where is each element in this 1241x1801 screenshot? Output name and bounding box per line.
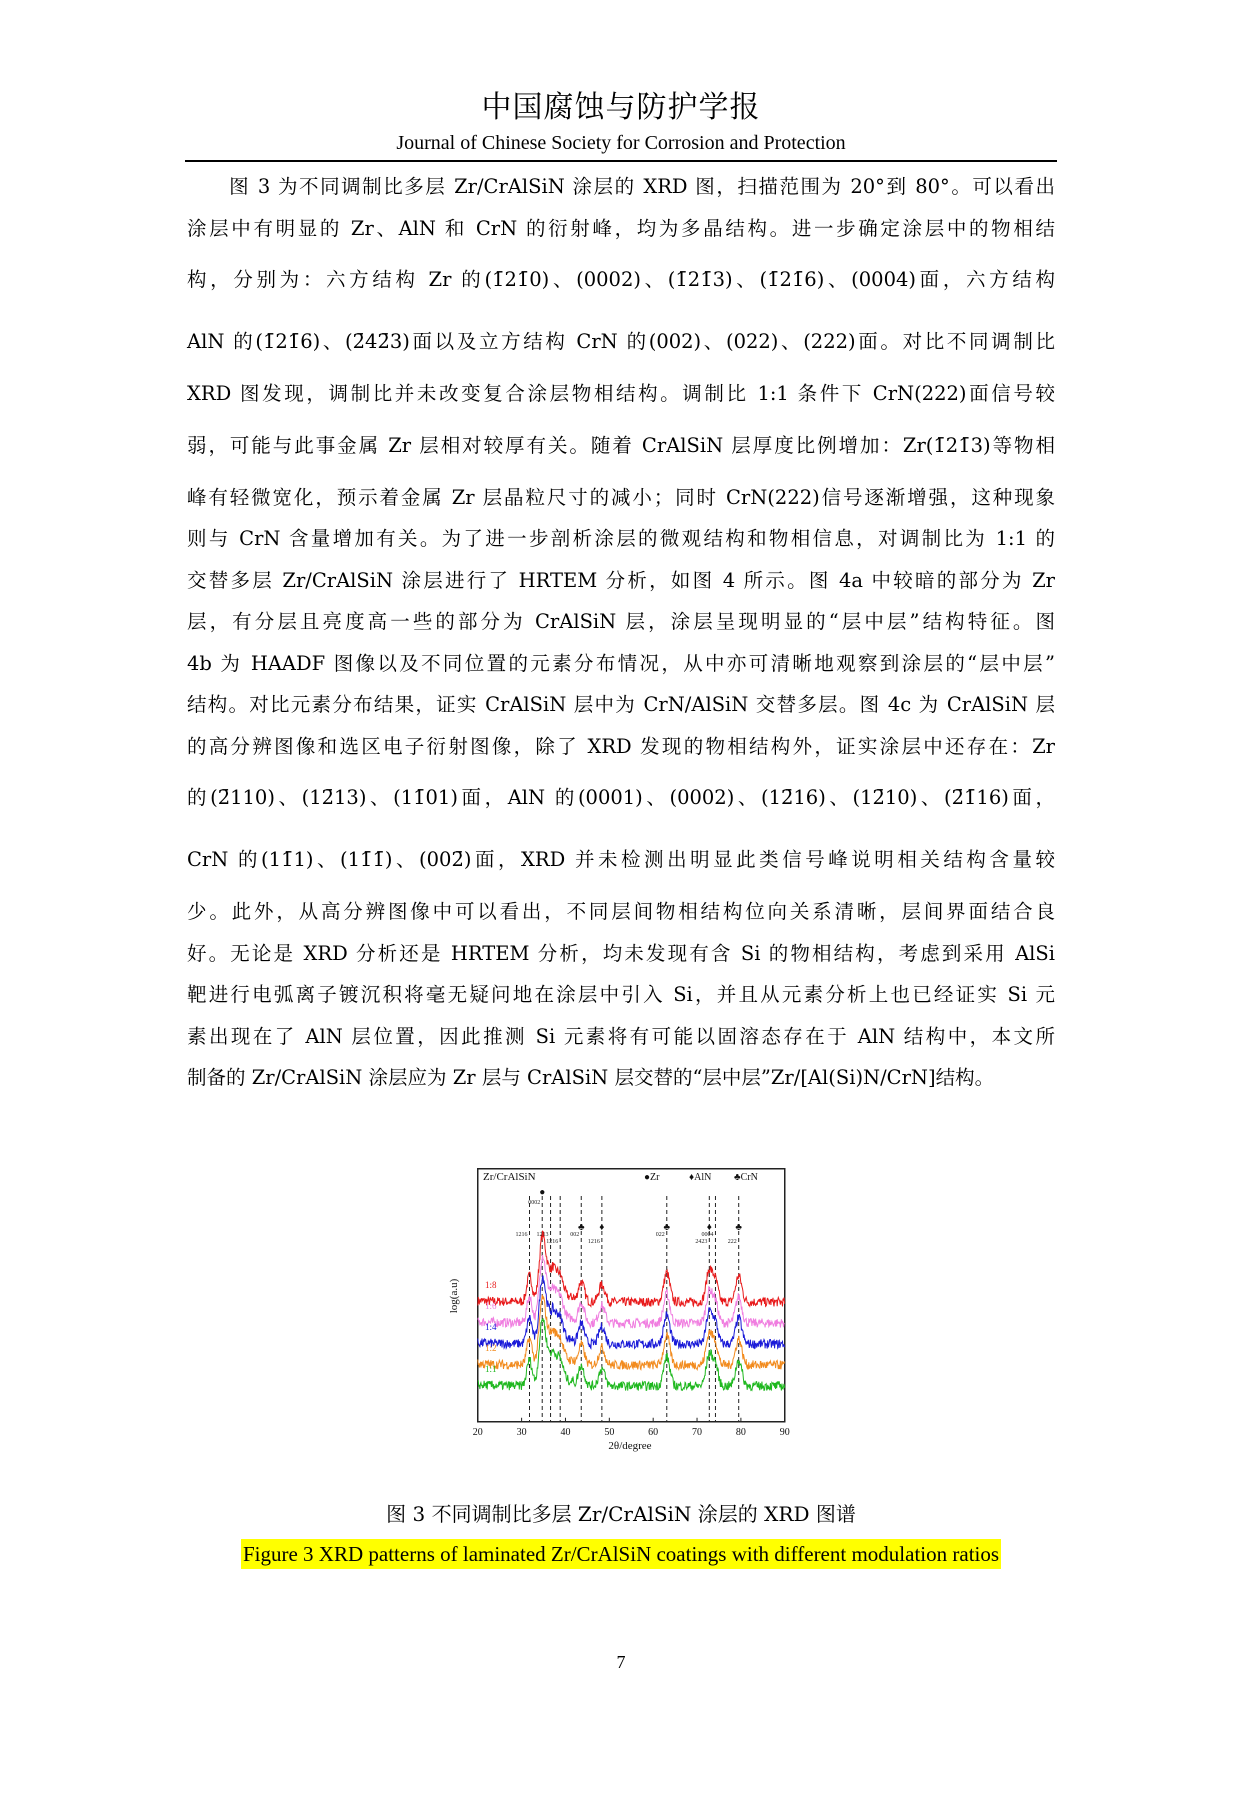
figure-caption-en-wrap <box>185 1542 1057 1567</box>
body-line: 弱，可能与此事金属 Zr 层相对较厚有关。随着 CrAlSiN 层厚度比例增加：Zr(1̄21̄3)等物相 <box>187 433 1055 457</box>
figure-caption-en: Figure 3 XRD patterns of laminated Zr/CrAlSiN coatings with different modulation ratios <box>241 1539 1001 1569</box>
peak-label: 0004 <box>701 1232 714 1238</box>
body-line: 结构。对比元素分布结果，证实 CrAlSiN 层中为 CrN/AlSiN 交替多层。图 4c 为 CrAlSiN 层 <box>187 693 1055 716</box>
peak-label: 022 <box>655 1232 665 1238</box>
body-line: 则与 CrN 含量增加有关。为了进一步剖析涂层的微观结构和物相信息，对调制比为 1:1 的 <box>187 527 1055 550</box>
body-line: 层，有分层且亮度高一些的部分为 CrAlSiN 层，涂层呈现明显的“层中层”结构特征。图 <box>187 610 1055 633</box>
body-line: 素出现在了 AlN 层位置，因此推测 Si 元素将有可能以固溶态存在于 AlN 结构中，本文所 <box>187 1024 1055 1048</box>
x-tick-label: 90 <box>779 1426 790 1438</box>
peak-label: 1216 <box>587 1239 600 1245</box>
body-line: AlN 的(1̄21̄6)、(2̄42̄3)面以及立方结构 CrN 的(002)、(022)、(222)面。对比不同调制比 <box>187 330 1055 353</box>
series-label: 1:8 <box>485 1280 497 1290</box>
chart-title: Zr/CrAlSiN <box>483 1171 536 1183</box>
body-line: 图 3 为不同调制比多层 Zr/CrAlSiN 涂层的 XRD 图，扫描范围为 20°到 80°。可以看出 <box>187 175 1055 198</box>
body-line: XRD 图发现，调制比并未改变复合涂层物相结构。调制比 1:1 条件下 CrN(222)面信号较 <box>187 382 1055 405</box>
body-line: 峰有轻微宽化，预示着金属 Zr 层晶粒尺寸的减小；同时 CrN(222)信号逐渐增强，这种现象 <box>187 485 1055 509</box>
peak-label: 1216 <box>515 1232 528 1238</box>
journal-title-cn: 中国腐蚀与防护学报 <box>481 90 761 125</box>
body-line: 的(2̄110)、(12̄13)、(11̄01)面，AlN 的(0001)、(0002)、(12̄16)、(12̄10)、(2̄1̄16)面， <box>187 786 1055 809</box>
legend-entry: ♣CrN <box>734 1172 758 1183</box>
body-line: 靶进行电弧离子镀沉积将毫无疑问地在涂层中引入 Si，并且从元素分析上也已经证实 Si 元 <box>187 983 1055 1006</box>
peak-marker: ♣ <box>577 1222 585 1233</box>
peak-marker: ● <box>539 1187 546 1198</box>
body-line: 制备的 Zr/CrAlSiN 涂层应为 Zr 层与 CrAlSiN 层交替的“层中层”Zr/[Al(Si)N/CrN]结构。 <box>187 1066 995 1089</box>
x-tick-label: 50 <box>604 1426 615 1438</box>
body-line: 的高分辨图像和选区电子衍射图像，除了 XRD 发现的物相结构外，证实涂层中还存在：Zr <box>187 734 1055 758</box>
peak-marker: ♣ <box>735 1222 742 1233</box>
peak-label: 0002 <box>528 1200 541 1206</box>
series-label: 1:6 <box>485 1301 497 1311</box>
journal-title-en: Journal of Chinese Society for Corrosion and Protection <box>396 132 846 154</box>
series-label: 1:1 <box>485 1364 497 1374</box>
xrd-figure <box>448 1168 799 1452</box>
xrd-chart <box>448 1168 799 1452</box>
page-number: 7 <box>616 1652 626 1672</box>
body-line: CrN 的(11̄1)、(11̄1̄)、(002̄)面，XRD 并未检测出明显此类信号峰说明相关结构含量较 <box>187 848 1055 871</box>
x-tick-label: 60 <box>648 1426 659 1438</box>
figure-caption-cn: 图 3 不同调制比多层 Zr/CrAlSiN 涂层的 XRD 图谱 <box>386 1502 856 1526</box>
x-axis-label: 2θ/degree <box>608 1439 652 1452</box>
peak-marker: ♦ <box>706 1222 712 1233</box>
body-line: 好。无论是 XRD 分析还是 HRTEM 分析，均未发现有含 Si 的物相结构，考虑到采用 AlSi <box>187 941 1055 965</box>
peak-marker: ♣ <box>663 1222 671 1233</box>
body-line: 涂层中有明显的 Zr、AlN 和 CrN 的衍射峰，均为多晶结构。进一步确定涂层中的物相结 <box>187 216 1055 240</box>
series-label: 1:4 <box>485 1322 497 1332</box>
peak-marker: ♦ <box>599 1222 605 1233</box>
header-rule <box>185 160 1057 162</box>
y-axis-label: log(a.u) <box>448 1278 460 1314</box>
legend-entry: ●Zr <box>644 1172 660 1183</box>
peak-label: 2423 <box>695 1239 708 1245</box>
x-tick-label: 40 <box>560 1426 571 1438</box>
body-paragraph <box>187 166 1055 1099</box>
legend-entry: ♦AlN <box>689 1172 712 1183</box>
body-line: 构，分别为：六方结构 Zr 的(1̄21̄0)、(0002)、(1̄21̄3)、(1̄21̄6)、(0004)面，六方结构 <box>187 268 1055 291</box>
x-tick-label: 20 <box>472 1426 483 1438</box>
body-line: 4b 为 HAADF 图像以及不同位置的元素分布情况，从中亦可清晰地观察到涂层的“层中层” <box>187 651 1055 675</box>
peak-label: 222 <box>727 1239 737 1245</box>
page-header <box>185 88 1057 156</box>
peak-label: 1213 <box>536 1232 549 1238</box>
peak-label: 1216 <box>546 1239 559 1245</box>
body-line: 少。此外，从高分辨图像中可以看出，不同层间物相结构位向关系清晰，层间界面结合良 <box>187 900 1055 923</box>
body-line: 交替多层 Zr/CrAlSiN 涂层进行了 HRTEM 分析，如图 4 所示。图 4a 中较暗的部分为 Zr <box>187 568 1055 592</box>
x-tick-label: 80 <box>735 1426 746 1438</box>
series-label: 1:2 <box>485 1343 497 1353</box>
peak-label: 002 <box>570 1232 580 1238</box>
x-tick-label: 70 <box>692 1426 703 1438</box>
x-tick-label: 30 <box>516 1426 527 1438</box>
